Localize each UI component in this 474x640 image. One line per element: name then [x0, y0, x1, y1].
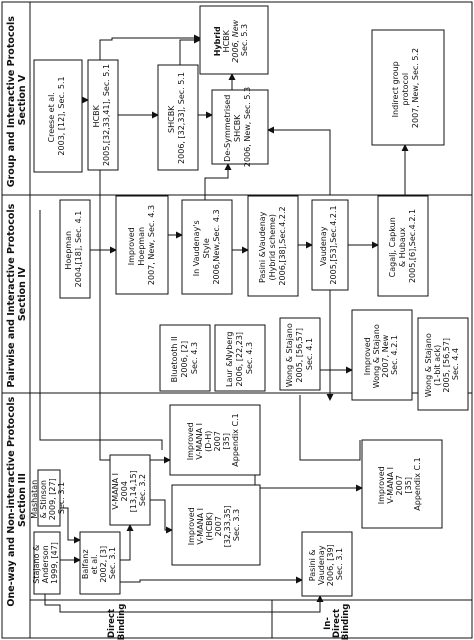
svg-text:Improved V-MANA I: Improved V-MANA I 2007 [35] Appendix C.1 — [377, 457, 422, 511]
node-stajano-anderson — [32, 532, 60, 594]
svg-text:Stajano & Anderson: Stajano & Anderson 1999, [47] — [32, 542, 59, 584]
section-label-4: Pairwise and Interactive Protocols Section IV — [6, 203, 28, 388]
node-desym-shcbk — [212, 87, 268, 167]
section-label-3: One-way and Non-interactive Protocols Section III — [6, 396, 28, 607]
svg-text:Wong & Stajano (1-bit ac: Wong & Stajano (1-bit ack) 2005, [56,57] Sec. 4.4 — [424, 333, 460, 398]
svg-text:V-MANA I 2004 [13,: V-MANA I 2004 [13,14,15] Sec. 3.2 — [111, 470, 147, 513]
node-balfanz — [80, 532, 120, 594]
svg-text:Balfanz et al. 200: Balfanz et al. 2002, [3] Sec. 3.1 — [81, 545, 117, 583]
row-label-direct: Direct Binding — [107, 603, 127, 640]
node-improved-vmana-dh — [170, 405, 260, 475]
svg-text:Improved V-MANA I: Improved V-MANA I (HCBK) 2007 [32,33,35] Sec. 3.3 — [187, 505, 241, 548]
node-improved-vmana-bottom — [362, 440, 442, 528]
node-pasini-hybrid — [248, 196, 298, 296]
node-creese — [34, 60, 82, 172]
svg-text:Pasini &Vaudenay (Hybrid: Pasini &Vaudenay (Hybrid scheme) 2006,[38],Sec.4.2.2 — [258, 206, 287, 286]
node-hoepman — [60, 200, 90, 298]
svg-text:Indirect group protocol: Indirect group protocol 2007, New, Sec. 5.2 — [391, 47, 420, 129]
svg-text:Vaudenay 2005,[53],Sec.4: Vaudenay 2005,[53],Sec.4.2.1 — [319, 205, 338, 285]
node-vaudenay-style — [182, 200, 232, 294]
svg-text:SHCBK 2006, [32,33], Sec: SHCBK 2006, [32,33], Sec. 5.1 — [167, 72, 186, 164]
node-hybrid-hcbk — [200, 6, 268, 74]
node-vmana-1 — [110, 455, 150, 525]
node-improved-hoepman — [116, 196, 168, 294]
svg-text:HCBK 2005,[32,33,41], Se: HCBK 2005,[32,33,41], Sec. 5.1 — [92, 63, 111, 167]
svg-text:Mashatan & Stinson: Mashatan & Stinson 2009, [27] Sec. 3.1 — [30, 478, 66, 521]
node-bluetooth — [160, 325, 210, 391]
node-hcbk — [88, 60, 118, 170]
svg-text:Wong & Stajano 2005, [56: Wong & Stajano 2005, [56,57] Sec. 4.1 — [285, 323, 314, 388]
node-pasini-bottom — [302, 532, 352, 596]
node-laur-nyberg — [215, 325, 265, 391]
svg-text:Hoepman 2004,[18], Sec.: Hoepman 2004,[18], Sec. 4.1 — [64, 210, 83, 288]
svg-text:Bluetooth II 2006, [2]: Bluetooth II 2006, [2] Sec. 4.3 — [170, 336, 199, 383]
svg-text:Laur &Nyberg 2006, [22,2: Laur &Nyberg 2006, [22,23] Sec. 4.3 — [225, 331, 254, 387]
svg-text:Cagalj, Capkun & Hubaux: Cagalj, Capkun & Hubaux 2005,[6],Sec.4.2.1 — [388, 208, 417, 284]
node-cagalj — [378, 196, 428, 296]
node-wong-1bit — [418, 318, 468, 410]
svg-text:Pasini & Vaudenay: Pasini & Vaudenay 2006, [39] Sec. 3.1 — [308, 544, 344, 587]
node-shcbk — [158, 65, 198, 170]
node-indirect-group — [372, 30, 444, 145]
section-label-5: Group and Interactive Protocols Section V — [6, 16, 28, 188]
node-improved-wong — [352, 310, 412, 400]
svg-text:Creese et al. 2003, [12]: Creese et al. 2003, [12], Sec. 5.1 — [47, 76, 66, 156]
svg-text:In Vaudenay's Style: In Vaudenay's Style 2006,New,Sec. 4.3 — [192, 209, 221, 285]
svg-text:Improved V-MANA I: Improved V-MANA I (D-H) 2007 [35] Appendix C.1 — [186, 413, 240, 467]
svg-text:De-Symmetrised SHCBK: De-Symmetrised SHCBK 2006, New, Sec. 5.3 — [223, 86, 252, 168]
node-improved-vmana-hcbk — [172, 485, 260, 565]
node-mashatan — [30, 470, 66, 526]
node-vaudenay — [312, 200, 348, 290]
node-wong-stajano — [280, 318, 320, 390]
svg-text:Improved Wong & Stajano: Improved Wong & Stajano 2007, New Sec. 4.2.1 — [363, 324, 399, 389]
svg-text:Hybrid HCBK 2006,: Hybrid HCBK 2006, New Sec. 5.3 — [213, 19, 249, 63]
svg-text:Improved Hoepman 2: Improved Hoepman 2007, New, Sec. 4.3 — [127, 204, 156, 286]
row-label-indirect: In- Direct Binding — [323, 603, 351, 640]
